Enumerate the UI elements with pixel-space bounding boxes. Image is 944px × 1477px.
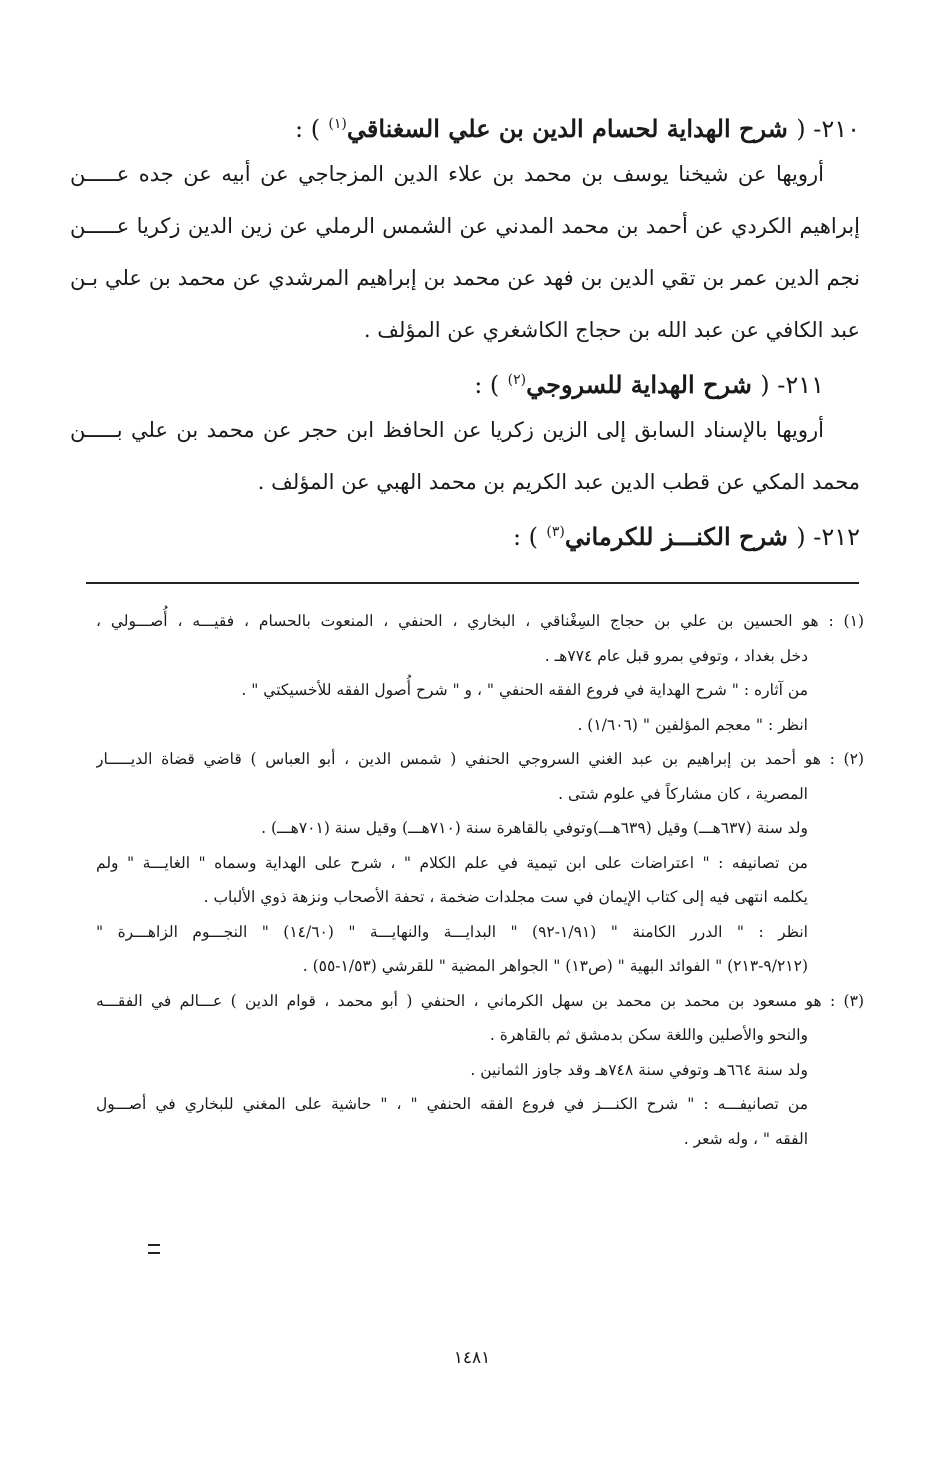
entry-title: شرح الهداية لحسام الدين بن علي السغناقي [346,114,788,143]
footnote-line: انظر : " الدرر الكامنة " (١/٩١-٩٢) " البدايـــة والنهايـــة " (١٤/٦٠) " النجـــوم الزاهـــرة " [96,922,808,941]
entry-210-line-3: نجم الدين عمر بن تقي الدين بن فهد عن محمد بن إبراهيم المرشدي عن محمد بن علي بـن [70,266,860,290]
footnote-ref: (١) [328,116,347,132]
entry-211-line-1: أرويها بالإسناد السابق إلى الزين زكريا عن الحافظ ابن حجر عن محمد بن علي بـــــن [70,418,824,442]
entry-title: شرح الهداية للسروجي [526,370,752,399]
footnote-3 [96,984,864,1157]
footnote-line: ولد سنة ٦٦٤هـ وتوفي سنة ٧٤٨هـ وقد جاوز الثمانين . [470,1060,808,1079]
entry-210-heading [70,100,860,148]
footnote-separator [86,582,859,584]
footnote-line: (٢) : هو أحمد بن إبراهيم بن عبد الغني السروجي الحنفي ( شمس الدين ، أبو العباس ) قاضي قضاة الديـــــار [96,750,864,768]
footnote-line: المصرية ، كان مشاركاً في علوم شتى . [558,784,808,803]
entry-number: ٢١١- ( [760,371,824,399]
entry-title: شرح الكنـــز للكرماني [564,522,788,551]
entry-number: ٢١٠- ( [796,115,860,143]
entry-210-line-2: إبراهيم الكردي عن أحمد بن محمد المدني عن الشمس الرملي عن زين الدين زكريا عـــــن [70,214,860,238]
footnote-line: من تصانيفه : " اعتراضات على ابن تيمية في علم الكلام " ، شرح على الهداية وسماه " الغايـــة " ولم [96,853,808,872]
entry-211-line-2: محمد المكي عن قطب الدين عبد الكريم بن محمد الهبي عن المؤلف . [257,470,860,494]
footnote-line: من تصانيفـــه : " شرح الكنـــز في فروع الفقه الحنفي " ، " حاشية على المغني للبخاري في أصـــول [96,1095,808,1113]
entry-212-heading [70,508,860,556]
footnotes [96,604,864,1156]
footnote-line: والنحو والأصلين واللغة سكن بدمشق ثم بالقاهرة . [489,1026,808,1044]
footnote-line: من آثاره : " شرح الهداية في فروع الفقه الحنفي " ، و " شرح أُصول الفقه للأخسيكتي " . [241,681,808,699]
footnote-line: (١) : هو الحسين بن علي بن حجاج السِغْناقي ، البخاري ، الحنفي ، المنعوت بالحسام ، فقيـــه ، أُصـــولي ، [96,612,864,630]
footnote-2 [96,742,864,984]
page-number: ١٤٨١ [453,1348,491,1368]
footnote-ref: (٣) [546,524,565,540]
footnote-ref: (٢) [507,372,527,388]
footnote-line: انظر : " معجم المؤلفين " (١/٦٠٦) . [577,715,808,734]
entry-heading-end: ) : [294,115,321,143]
footnote-line: دخل بغداد ، وتوفي بمرو قبل عام ٧٧٤هـ . [544,646,808,665]
footnote-line: ولد سنة (٦٣٧هـــ) وقيل (٦٣٩هـــ)وتوفي بالقاهرة سنة (٧١٠هـــ) وقيل سنة (٧٠١هـــ) . [261,819,808,837]
entry-heading-end: ) : [512,523,539,551]
footnote-1 [96,604,864,742]
footnote-line: (٩/٢١٢-٢١٣) " الفوائد البهية " (ص١٣) " الجواهر المضية " للقرشي (١/٥٣-٥٥) . [302,957,808,975]
footnote-line: يكلمه انتهى فيه إلى كتاب الإيمان في ست مجلدات ضخمة ، تحفة الأصحاب ونزهة ذوي الألباب . [203,888,808,906]
main-text [70,100,860,556]
entry-210-line-4: عبد الكافي عن عبد الله بن حجاج الكاشغري عن المؤلف . [363,318,860,342]
entry-heading-end: ) : [474,371,500,399]
entry-number: ٢١٢- ( [796,523,860,551]
entry-210-line-1: أرويها عن شيخنا يوسف بن محمد بن علاء الدين المزجاجي عن أبيه عن جده عـــــن [70,162,824,186]
entry-211-heading [70,356,860,404]
footnote-line: (٣) : هو مسعود بن محمد بن محمد بن سهل الكرماني ، الحنفي ( أبو محمد ، قوام الدين ) عـــالم في الفقـــه [96,991,864,1010]
equals-mark [148,1244,160,1254]
footnote-line: الفقه " ، وله شعر . [683,1129,808,1148]
